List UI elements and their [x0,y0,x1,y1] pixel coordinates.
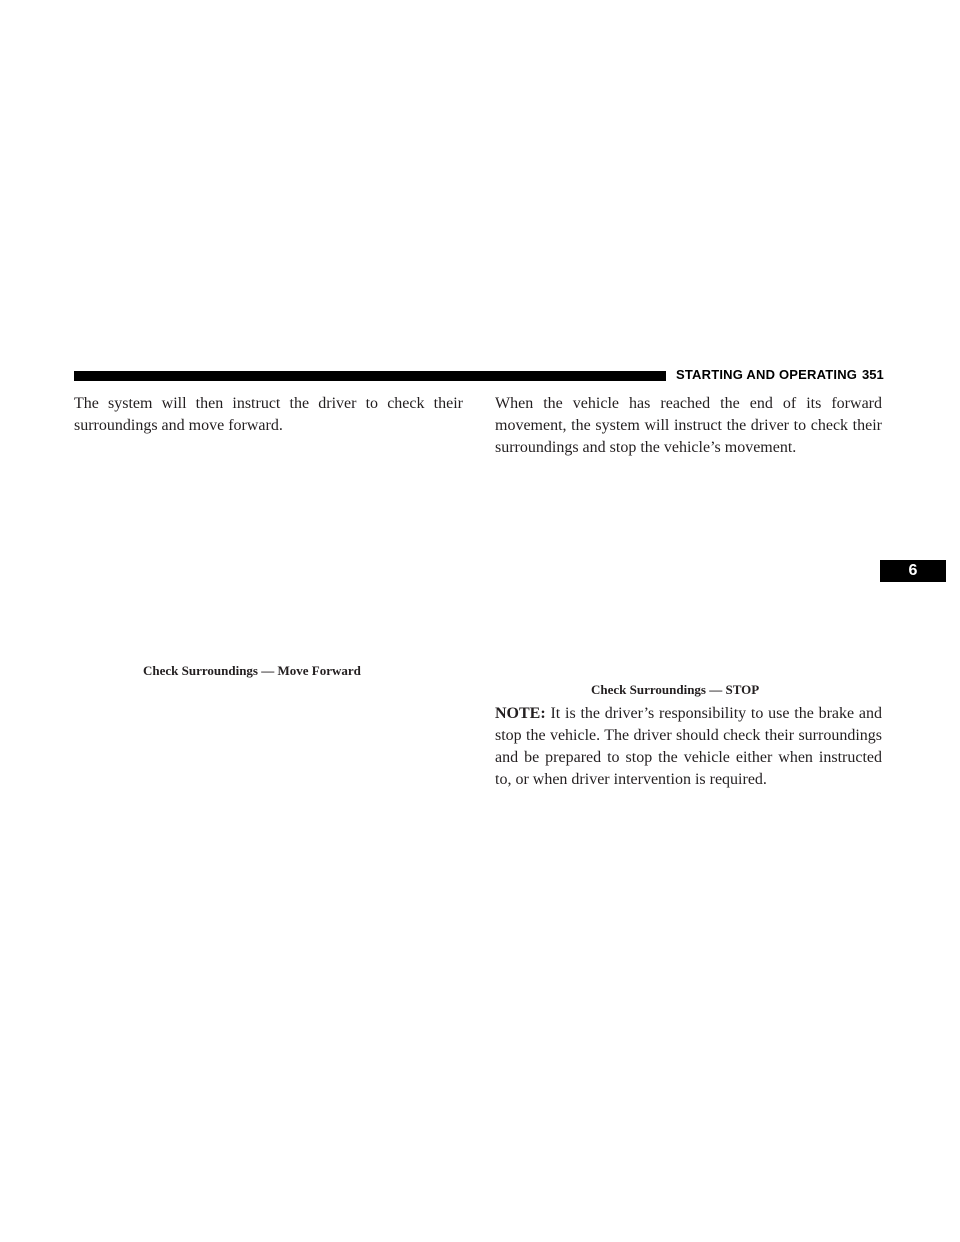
section-title: STARTING AND OPERATING [676,367,858,382]
note-paragraph [495,703,882,791]
right-figure-caption: Check Surroundings — STOP [591,682,760,697]
chapter-tab: 6 [880,560,946,582]
page-number: 351 [862,367,884,382]
left-figure-caption: Check Surroundings — Move Forward [143,663,361,678]
left-paragraph: The system will then instruct the driver to check their surroundings and move forward. [74,395,463,434]
header-rule [74,371,666,381]
note-text: It is the driver’s responsibility to use the brake and stop the vehicle. The driver should check their surroundings and be prepared to stop the vehicle either when instructed to, or when driver intervention is required. [495,705,882,788]
note-label: NOTE: [495,705,546,722]
right-paragraph: When the vehicle has reached the end of its forward movement, the system will instruct the driver to check their surroundings and stop the vehicle’s movement. [495,395,882,456]
